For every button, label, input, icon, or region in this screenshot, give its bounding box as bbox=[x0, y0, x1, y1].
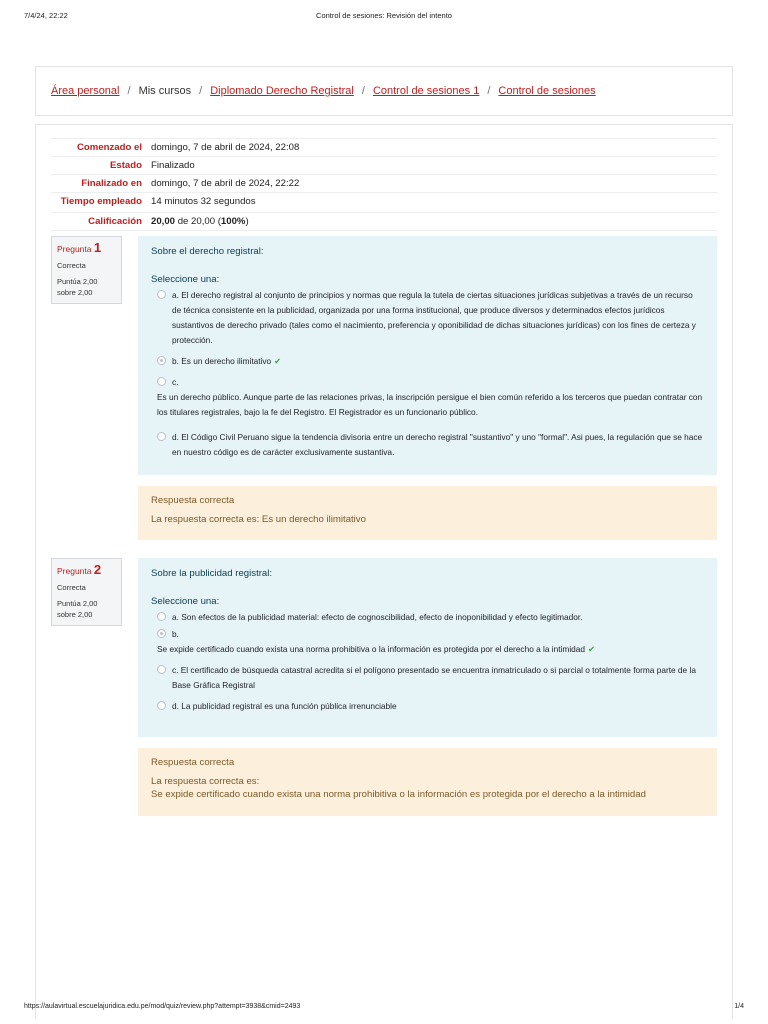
question-1-content bbox=[138, 236, 717, 475]
question-2-info bbox=[51, 558, 122, 626]
state-value: Finalizado bbox=[151, 160, 195, 171]
radio-selected-icon[interactable] bbox=[157, 356, 166, 365]
option-letter: b. bbox=[172, 629, 179, 639]
question-2-option-b-text bbox=[157, 642, 704, 657]
question-1-option-b[interactable] bbox=[157, 354, 704, 369]
check-icon: ✔ bbox=[588, 644, 595, 654]
summary-row-time bbox=[51, 192, 717, 210]
question-2-text: Sobre la publicidad registral: bbox=[151, 568, 273, 579]
breadcrumb-control-sesiones[interactable]: Control de sesiones bbox=[498, 85, 596, 97]
summary-row-finished bbox=[51, 174, 717, 192]
question-1-option-c[interactable] bbox=[157, 375, 704, 390]
option-text: a. Son efectos de la publicidad material: efecto de cognoscibilidad, efecto de inoponibilidad y efecto legitimador. bbox=[172, 612, 583, 622]
question-1-feedback bbox=[138, 486, 717, 540]
breadcrumb-area-personal[interactable]: Área personal bbox=[51, 85, 120, 97]
attempt-summary-table bbox=[51, 138, 717, 231]
question-1-option-d[interactable] bbox=[157, 430, 704, 460]
option-letter: c. bbox=[172, 377, 179, 387]
question-1-title bbox=[57, 241, 116, 256]
time-value: 14 minutos 32 segundos bbox=[151, 196, 256, 207]
question-2-title bbox=[57, 563, 116, 578]
grade-percent: 100% bbox=[220, 216, 246, 227]
question-2-prompt: Seleccione una: bbox=[151, 596, 220, 607]
grade-label: Calificación bbox=[88, 216, 142, 227]
breadcrumb-diplomado[interactable]: Diplomado Derecho Registral bbox=[210, 85, 354, 97]
question-1-prompt: Seleccione una: bbox=[151, 274, 220, 285]
feedback-title: Respuesta correcta bbox=[151, 495, 235, 506]
question-2-option-d[interactable] bbox=[157, 699, 704, 714]
question-2-option-c[interactable] bbox=[157, 663, 704, 693]
radio-icon[interactable] bbox=[157, 701, 166, 710]
option-text: d. La publicidad registral es una función pública irrenunciable bbox=[172, 701, 397, 711]
question-2-grade: Puntúa 2,00 sobre 2,00 bbox=[57, 599, 98, 619]
question-label: Pregunta bbox=[57, 244, 92, 254]
finished-value: domingo, 7 de abril de 2024, 22:22 bbox=[151, 178, 300, 189]
option-text: Se expide certificado cuando exista una norma prohibitiva o la información es protegida por el derecho a la intimidad bbox=[157, 644, 586, 654]
option-text-wrap bbox=[157, 642, 704, 657]
question-2-option-b[interactable] bbox=[157, 627, 704, 642]
radio-icon[interactable] bbox=[157, 432, 166, 441]
question-1-answers bbox=[151, 288, 704, 460]
radio-icon[interactable] bbox=[157, 377, 166, 386]
option-text: a. El derecho registral al conjunto de principios y normas que regula la tutela de ciertas situaciones jurídicas subjetivas a través de un recurso de técnica consistente en la publicidad, organizada por una forma institucional, que produce diversos y determinados efectos jurídicos sustantivos de derecho privado (tales como el nacimiento, preferencia y oponibilidad de dichas situaciones jurídicas) con los fines de certeza y protección. bbox=[172, 290, 696, 345]
summary-row-started bbox=[51, 138, 717, 156]
question-1-option-a[interactable] bbox=[157, 288, 704, 348]
radio-selected-icon[interactable] bbox=[157, 629, 166, 638]
breadcrumb-separator: / bbox=[199, 85, 203, 97]
question-2-state: Correcta bbox=[57, 583, 86, 592]
question-2-answers bbox=[151, 610, 704, 714]
feedback-title: Respuesta correcta bbox=[151, 757, 235, 768]
print-title: Control de sesiones: Revisión del intento bbox=[316, 11, 452, 20]
radio-icon[interactable] bbox=[157, 665, 166, 674]
question-1-text: Sobre el derecho registral: bbox=[151, 246, 264, 257]
option-text: c. El certificado de búsqueda catastral acredita si el polígono presentado se encuentra inmatriculado o si parcial o totalmente forma parte de la Base Gráfica Registral bbox=[172, 665, 696, 690]
question-2-feedback bbox=[138, 748, 717, 816]
started-label: Comenzado el bbox=[76, 142, 142, 153]
check-icon: ✔ bbox=[274, 356, 282, 366]
radio-icon[interactable] bbox=[157, 612, 166, 621]
breadcrumb-separator: / bbox=[487, 85, 491, 97]
time-label: Tiempo empleado bbox=[60, 196, 142, 207]
breadcrumb-separator: / bbox=[127, 85, 131, 97]
question-label: Pregunta bbox=[57, 566, 92, 576]
question-number: 2 bbox=[93, 562, 102, 577]
option-text-wrap bbox=[172, 354, 704, 369]
finished-label: Finalizado en bbox=[81, 178, 142, 189]
option-text: b. Es un derecho ilimitativo bbox=[172, 356, 272, 366]
question-2-content bbox=[138, 558, 717, 737]
grade-of: de 20,00 bbox=[177, 216, 216, 227]
print-footer bbox=[0, 1003, 768, 1015]
question-2-option-a[interactable] bbox=[157, 610, 704, 625]
feedback-text: La respuesta correcta es: bbox=[151, 776, 260, 787]
print-date: 7/4/24, 22:22 bbox=[24, 11, 68, 20]
radio-icon[interactable] bbox=[157, 290, 166, 299]
page-number: 1/4 bbox=[734, 1003, 744, 1010]
question-number: 1 bbox=[93, 240, 102, 255]
breadcrumb-control-sesiones-1[interactable]: Control de sesiones 1 bbox=[372, 85, 480, 97]
print-url: https://aulavirtual.escuelajuridica.edu.pe/mod/quiz/review.php?attempt=3938&cmid=2493 bbox=[24, 1003, 301, 1010]
grade-score: 20,00 bbox=[151, 216, 176, 227]
feedback-answer: Se expide certificado cuando exista una norma prohibitiva o la información es protegida por el derecho a la intimidad bbox=[151, 789, 646, 800]
question-1-state: Correcta bbox=[57, 261, 86, 270]
summary-row-state bbox=[51, 156, 717, 174]
summary-row-grade bbox=[51, 212, 717, 231]
started-value: domingo, 7 de abril de 2024, 22:08 bbox=[151, 142, 300, 153]
question-1-info bbox=[51, 236, 122, 304]
breadcrumb-separator: / bbox=[361, 85, 365, 97]
breadcrumb-mis-cursos: Mis cursos bbox=[138, 85, 192, 97]
feedback-text: La respuesta correcta es: Es un derecho ilimitativo bbox=[151, 514, 366, 525]
option-text: d. El Código Civil Peruano sigue la tendencia divisoria entre un derecho registral "sustantivo" y uno "formal". Asi pues, la regulación que se hace en nuestro código es de carácter exclusivamente sustantiva. bbox=[172, 432, 703, 457]
state-label: Estado bbox=[110, 160, 142, 171]
grade-value: 20,00 de 20,00 (100%) bbox=[151, 216, 249, 227]
option-text: Es un derecho público. Aunque parte de las relaciones privas, la inscripción persigue el bien común referido a los terceros que puedan contratar con los titulares registrales, bajo la fe del Registro. El Registrador es un funcionario público. bbox=[157, 392, 703, 417]
breadcrumb bbox=[35, 66, 733, 116]
question-1-option-c-text bbox=[157, 390, 704, 420]
print-header bbox=[0, 11, 768, 23]
question-1-grade: Puntúa 2,00 sobre 2,00 bbox=[57, 277, 98, 297]
